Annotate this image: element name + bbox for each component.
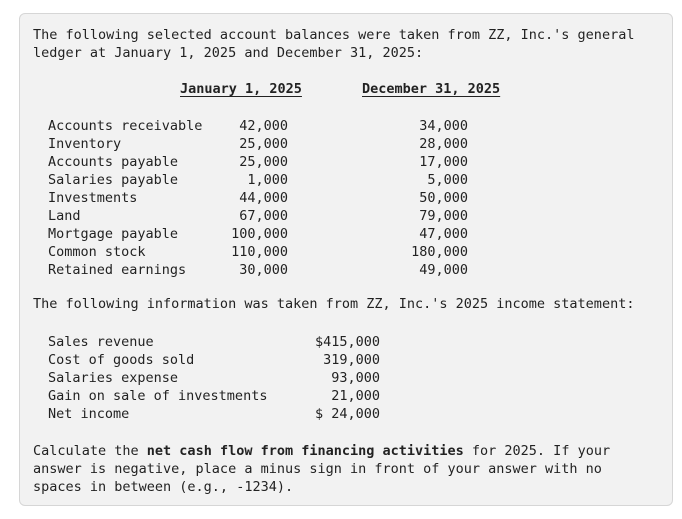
dec-value: 28,000 xyxy=(419,136,468,152)
column-header-dec: December 31, 2025 xyxy=(362,81,501,97)
account-label: Inventory xyxy=(48,136,122,152)
question-text-bold: net cash flow from financing activities xyxy=(146,443,464,459)
jan-value: 110,000 xyxy=(231,244,288,260)
account-label: Common stock xyxy=(48,244,146,260)
intro-text: The following selected account balances were taken from ZZ, Inc.'s general ledger at January 1, 2025 and December 31, 2025: xyxy=(33,27,635,61)
jan-values xyxy=(220,117,288,279)
dec-value: 180,000 xyxy=(411,244,468,260)
dec-value: 47,000 xyxy=(419,226,468,242)
income-label: Cost of goods sold xyxy=(48,352,195,368)
question-panel xyxy=(19,13,673,506)
jan-value: 1,000 xyxy=(247,172,288,188)
income-label: Gain on sale of investments xyxy=(48,388,268,404)
question-text xyxy=(33,442,653,496)
account-label: Land xyxy=(48,208,81,224)
income-values xyxy=(306,333,380,423)
dec-value: 50,000 xyxy=(419,190,468,206)
account-labels xyxy=(48,117,202,279)
dec-value: 49,000 xyxy=(419,262,468,278)
dec-value: 34,000 xyxy=(419,118,468,134)
question-text-post: for 2025. If your answer is negative, place a minus sign in front of your answer with no spaces in between (e.g., -1234). xyxy=(33,443,611,495)
account-label: Salaries payable xyxy=(48,172,179,188)
dec-value: 17,000 xyxy=(419,154,468,170)
account-label: Accounts payable xyxy=(48,154,179,170)
income-labels xyxy=(48,333,267,423)
income-value: 21,000 xyxy=(331,388,380,404)
account-label: Investments xyxy=(48,190,138,206)
income-value: 319,000 xyxy=(323,352,380,368)
income-value: $ 24,000 xyxy=(314,406,380,422)
jan-value: 25,000 xyxy=(239,154,288,170)
income-label: Sales revenue xyxy=(48,334,154,350)
jan-value: 25,000 xyxy=(239,136,288,152)
account-label: Accounts receivable xyxy=(48,118,203,134)
dec-value: 5,000 xyxy=(427,172,468,188)
question-text-pre: Calculate the xyxy=(33,443,147,459)
dec-value: 79,000 xyxy=(419,208,468,224)
income-value: 93,000 xyxy=(331,370,380,386)
dec-values xyxy=(400,117,468,279)
jan-value: 100,000 xyxy=(231,226,288,242)
jan-value: 44,000 xyxy=(239,190,288,206)
income-intro-text: The following information was taken from ZZ, Inc.'s 2025 income statement: xyxy=(33,296,635,312)
jan-value: 42,000 xyxy=(239,118,288,134)
income-label: Salaries expense xyxy=(48,370,179,386)
income-value: $415,000 xyxy=(314,334,380,350)
account-label: Retained earnings xyxy=(48,262,187,278)
column-header-jan: January 1, 2025 xyxy=(180,81,302,97)
jan-value: 67,000 xyxy=(239,208,288,224)
income-label: Net income xyxy=(48,406,130,422)
account-label: Mortgage payable xyxy=(48,226,179,242)
jan-value: 30,000 xyxy=(239,262,288,278)
